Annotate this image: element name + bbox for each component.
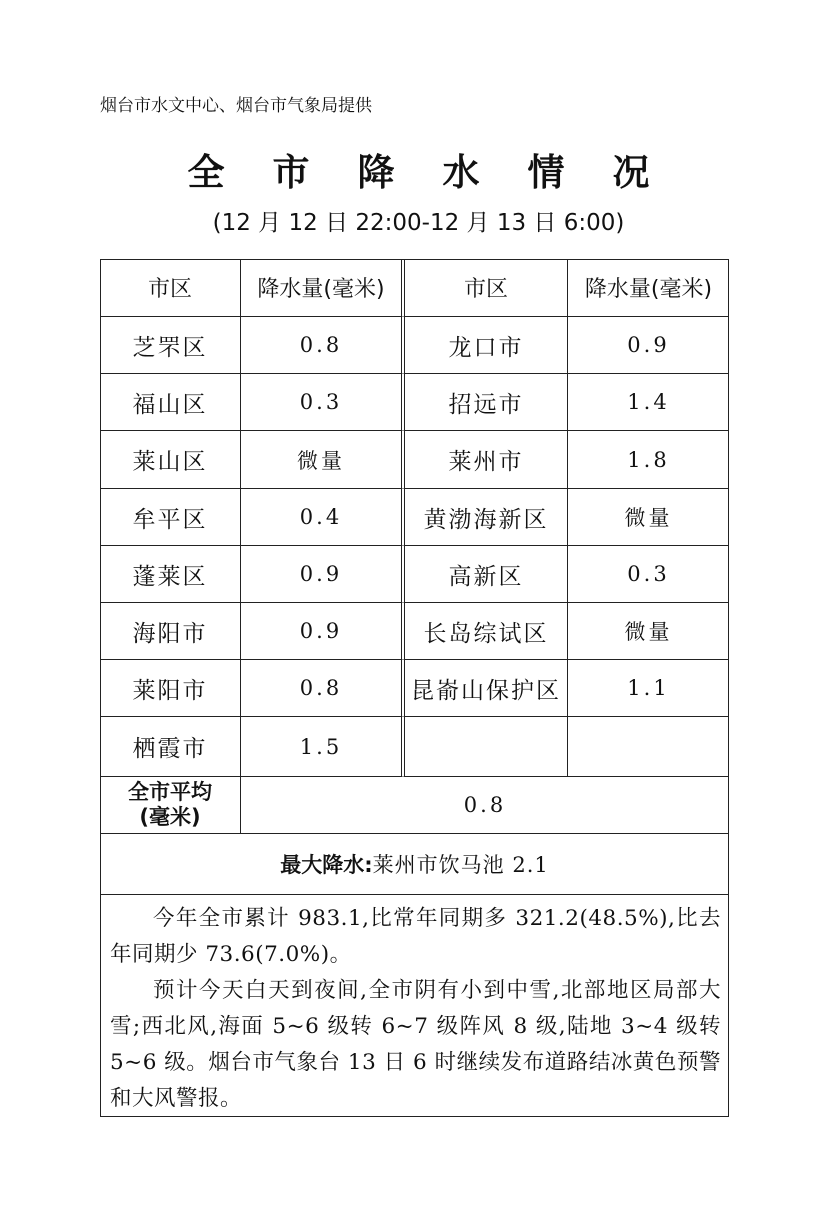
precip-value: 0.8 <box>241 317 405 374</box>
time-period: (12 月 12 日 22:00-12 月 13 日 6:00) <box>212 210 625 236</box>
max-precip-row <box>100 834 729 895</box>
precip-value: 0.9 <box>241 603 405 660</box>
district-name: 莱州市 <box>405 431 568 489</box>
precip-value: 0.3 <box>568 546 729 603</box>
empty-cell <box>405 717 568 777</box>
precip-value: 0.9 <box>241 546 405 603</box>
precip-value: 1.1 <box>568 660 729 717</box>
source-line: 烟台市水文中心、烟台市气象局提供 <box>100 96 372 116</box>
empty-cell <box>568 717 729 777</box>
precip-value: 0.9 <box>568 317 729 374</box>
average-label-line1: 全市平均 <box>128 780 212 804</box>
header-precip-right: 降水量(毫米) <box>568 259 729 317</box>
precip-value: 1.8 <box>568 431 729 489</box>
district-name: 长岛综试区 <box>405 603 568 660</box>
average-label <box>100 777 241 834</box>
precip-value: 0.3 <box>241 374 405 431</box>
district-name: 龙口市 <box>405 317 568 374</box>
header-district-right: 市区 <box>405 259 568 317</box>
district-name: 栖霞市 <box>100 717 241 777</box>
notes-paragraph-forecast: 预计今天白天到夜间,全市阴有小到中雪,北部地区局部大雪;西北风,海面 5~6 级转 6~7 级阵风 8 级,陆地 3~4 级转 5~6 级。烟台市气象台 13 日 6 时继续发布道路结冰黄色预警和大风警报。 <box>110 978 721 1111</box>
district-name: 芝罘区 <box>100 317 241 374</box>
precip-value: 微量 <box>568 603 729 660</box>
precip-value: 0.8 <box>241 660 405 717</box>
district-name: 莱山区 <box>100 431 241 489</box>
district-name: 海阳市 <box>100 603 241 660</box>
header-precip-left: 降水量(毫米) <box>241 259 405 317</box>
precip-value: 微量 <box>241 431 405 489</box>
precipitation-table <box>100 259 729 1117</box>
notes-paragraph-cumulative: 今年全市累计 983.1,比常年同期多 321.2(48.5%),比去年同期少 73.6(7.0%)。 <box>110 906 721 967</box>
max-precip-value: 莱州市饮马池 2.1 <box>372 853 549 877</box>
district-name: 昆嵛山保护区 <box>405 660 568 717</box>
header-district-left: 市区 <box>100 259 241 317</box>
precip-value: 0.4 <box>241 489 405 546</box>
precip-value: 1.5 <box>241 717 405 777</box>
precip-value: 微量 <box>568 489 729 546</box>
district-name: 招远市 <box>405 374 568 431</box>
district-name: 黄渤海新区 <box>405 489 568 546</box>
district-name: 高新区 <box>405 546 568 603</box>
precip-value: 1.4 <box>568 374 729 431</box>
page-title: 全市降水情况 <box>187 150 698 194</box>
district-name: 福山区 <box>100 374 241 431</box>
average-value: 0.8 <box>241 777 729 834</box>
district-name: 莱阳市 <box>100 660 241 717</box>
max-precip-label: 最大降水: <box>280 853 373 877</box>
average-label-line2: (毫米) <box>139 805 201 829</box>
district-name: 牟平区 <box>100 489 241 546</box>
notes-block <box>100 895 729 1117</box>
district-name: 蓬莱区 <box>100 546 241 603</box>
